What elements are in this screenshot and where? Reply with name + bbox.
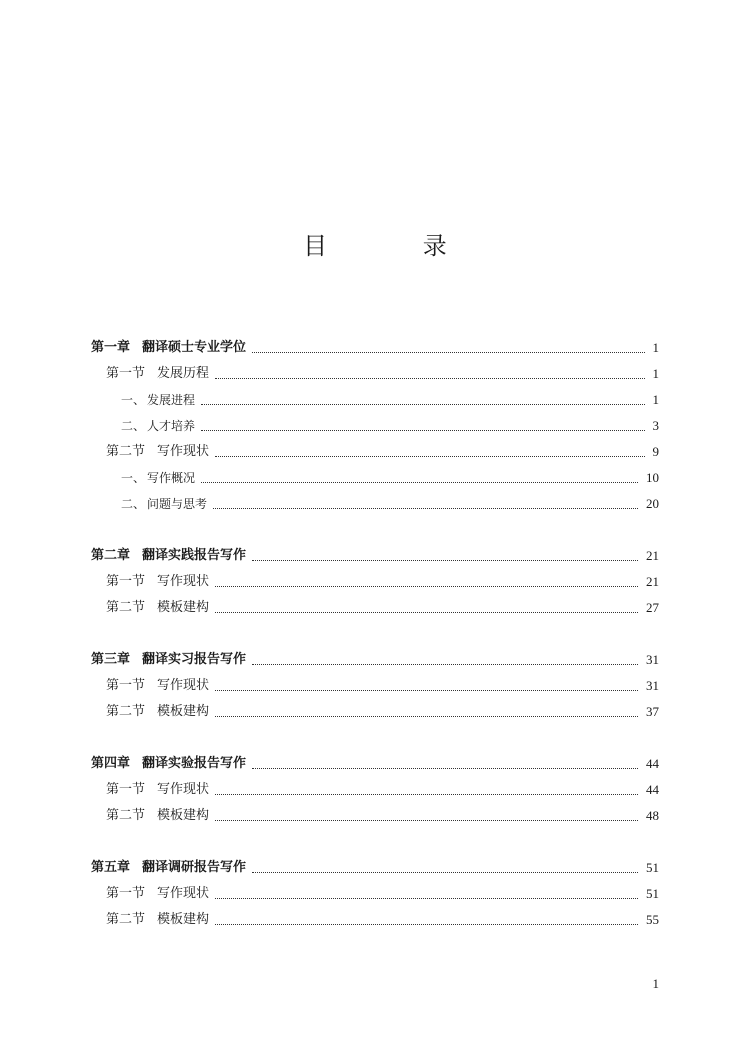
- toc-entry-chapter: [91, 648, 659, 668]
- dot-leader: [215, 923, 638, 925]
- toc-entry-label: [121, 470, 195, 486]
- toc-entry-number: 第二节: [106, 808, 146, 823]
- toc-entry-label: [121, 392, 195, 408]
- toc-entry-section: [106, 700, 659, 720]
- toc-entry-number: 第三章: [91, 652, 131, 667]
- toc-entry-label: [106, 912, 209, 928]
- toc-entry-page: 20: [646, 496, 659, 511]
- toc-entry-page: 3: [652, 418, 659, 433]
- toc-entry-number: 二、: [121, 497, 146, 511]
- toc-entry-title: 写作概况: [147, 471, 196, 485]
- toc-entry-section: [106, 362, 659, 382]
- toc-entry-label: [106, 600, 209, 616]
- toc-entry-label: [91, 548, 246, 564]
- toc-entry-chapter: [91, 856, 659, 876]
- toc-entry-number: 第一节: [106, 782, 146, 797]
- toc-entry-page: 51: [646, 886, 659, 901]
- toc-entry-page: 51: [646, 860, 659, 875]
- toc-entry-title: 写作现状: [157, 444, 210, 459]
- toc-entry-page: 44: [646, 782, 659, 797]
- toc-entry-label: [91, 340, 246, 356]
- toc-entry-page: 9: [652, 444, 659, 459]
- toc-entry-chapter: [91, 336, 659, 356]
- toc-entry-label: [106, 678, 209, 694]
- dot-leader: [252, 663, 638, 665]
- toc-entry-section: [106, 440, 659, 460]
- toc-entry-number: 第一节: [106, 678, 146, 693]
- toc-entry-label: [106, 574, 209, 590]
- page-number: 1: [652, 976, 659, 991]
- toc-entry-number: 第二节: [106, 444, 146, 459]
- toc-entry-title: 模板建构: [157, 808, 210, 823]
- toc-entry-section: [106, 674, 659, 694]
- toc-entry-section: [106, 570, 659, 590]
- toc-entry-number: 第一节: [106, 886, 146, 901]
- toc-entry-page: 1: [652, 366, 659, 381]
- toc-entry-section: [106, 908, 659, 928]
- toc-entry-title: 翻译实践报告写作: [142, 548, 247, 563]
- dot-leader: [215, 611, 638, 613]
- toc-entry-page: 21: [646, 574, 659, 589]
- toc-entry-sub: [121, 414, 659, 434]
- dot-leader: [215, 897, 638, 899]
- toc-entry-title: 模板建构: [157, 704, 210, 719]
- toc-entry-page: 1: [652, 392, 659, 407]
- toc-entry-number: 第一章: [91, 340, 131, 355]
- toc-entry-page: 1: [652, 340, 659, 355]
- dot-leader: [201, 429, 644, 431]
- toc-entry-page: 31: [646, 678, 659, 693]
- dot-leader: [215, 455, 644, 457]
- toc-entry-page: 27: [646, 600, 659, 615]
- dot-leader: [201, 403, 644, 405]
- toc-entry-title: 问题与思考: [147, 497, 208, 511]
- toc-entry-section: [106, 804, 659, 824]
- toc-entry-number: 一、: [121, 393, 146, 407]
- dot-leader: [201, 481, 638, 483]
- toc-entry-title: 发展历程: [157, 366, 210, 381]
- toc-entry-label: [91, 756, 246, 772]
- toc-entry-title: 翻译实验报告写作: [142, 756, 247, 771]
- toc-entry-section: [106, 778, 659, 798]
- toc-entry-page: 21: [646, 548, 659, 563]
- toc-entry-sub: [121, 492, 659, 512]
- toc-entry-page: 48: [646, 808, 659, 823]
- toc-entry-section: [106, 882, 659, 902]
- dot-leader: [215, 689, 638, 691]
- toc-entry-number: 第二章: [91, 548, 131, 563]
- toc-entry-number: 第一节: [106, 574, 146, 589]
- toc-entry-title: 人才培养: [147, 419, 196, 433]
- toc-entry-title: 发展进程: [147, 393, 196, 407]
- toc-entry-number: 第二节: [106, 600, 146, 615]
- toc-entry-page: 55: [646, 912, 659, 927]
- toc-entry-title: 模板建构: [157, 600, 210, 615]
- toc-entry-number: 一、: [121, 471, 146, 485]
- dot-leader: [252, 871, 638, 873]
- toc-entry-title: 翻译实习报告写作: [142, 652, 247, 667]
- toc-entry-page: 37: [646, 704, 659, 719]
- toc-entry-title: 写作现状: [157, 886, 210, 901]
- toc-entry-section: [106, 596, 659, 616]
- toc-entry-label: [106, 704, 209, 720]
- toc-entry-title: 写作现状: [157, 782, 210, 797]
- toc-entry-label: [106, 808, 209, 824]
- dot-leader: [215, 585, 638, 587]
- dot-leader: [252, 559, 638, 561]
- toc-entry-label: [121, 496, 207, 512]
- toc-entry-label: [106, 366, 209, 382]
- toc-entry-chapter: [91, 752, 659, 772]
- toc-entry-sub: [121, 388, 659, 408]
- toc-entry-chapter: [91, 544, 659, 564]
- toc-entry-number: 第二节: [106, 704, 146, 719]
- toc-entry-page: 44: [646, 756, 659, 771]
- dot-leader: [215, 793, 638, 795]
- toc-entry-number: 第一节: [106, 366, 146, 381]
- dot-leader: [252, 351, 644, 353]
- toc-entry-label: [121, 418, 195, 434]
- toc-entry-number: 第五章: [91, 860, 131, 875]
- toc-entry-label: [106, 886, 209, 902]
- toc-entry-title: 翻译调研报告写作: [142, 860, 247, 875]
- toc-entry-sub: [121, 466, 659, 486]
- toc-entry-number: 第二节: [106, 912, 146, 927]
- toc-entry-title: 写作现状: [157, 574, 210, 589]
- dot-leader: [215, 715, 638, 717]
- toc-entry-title: 写作现状: [157, 678, 210, 693]
- toc-entry-label: [106, 782, 209, 798]
- page-title: 目 录: [303, 232, 491, 260]
- toc-entry-number: 二、: [121, 419, 146, 433]
- dot-leader: [213, 507, 638, 509]
- toc-entry-title: 翻译硕士专业学位: [142, 340, 247, 355]
- dot-leader: [215, 377, 644, 379]
- toc-entry-label: [106, 444, 209, 460]
- toc-entry-label: [91, 860, 246, 876]
- toc-entry-title: 模板建构: [157, 912, 210, 927]
- toc-entry-number: 第四章: [91, 756, 131, 771]
- dot-leader: [215, 819, 638, 821]
- toc-entry-page: 10: [646, 470, 659, 485]
- dot-leader: [252, 767, 638, 769]
- toc-entry-page: 31: [646, 652, 659, 667]
- toc-entry-label: [91, 652, 246, 668]
